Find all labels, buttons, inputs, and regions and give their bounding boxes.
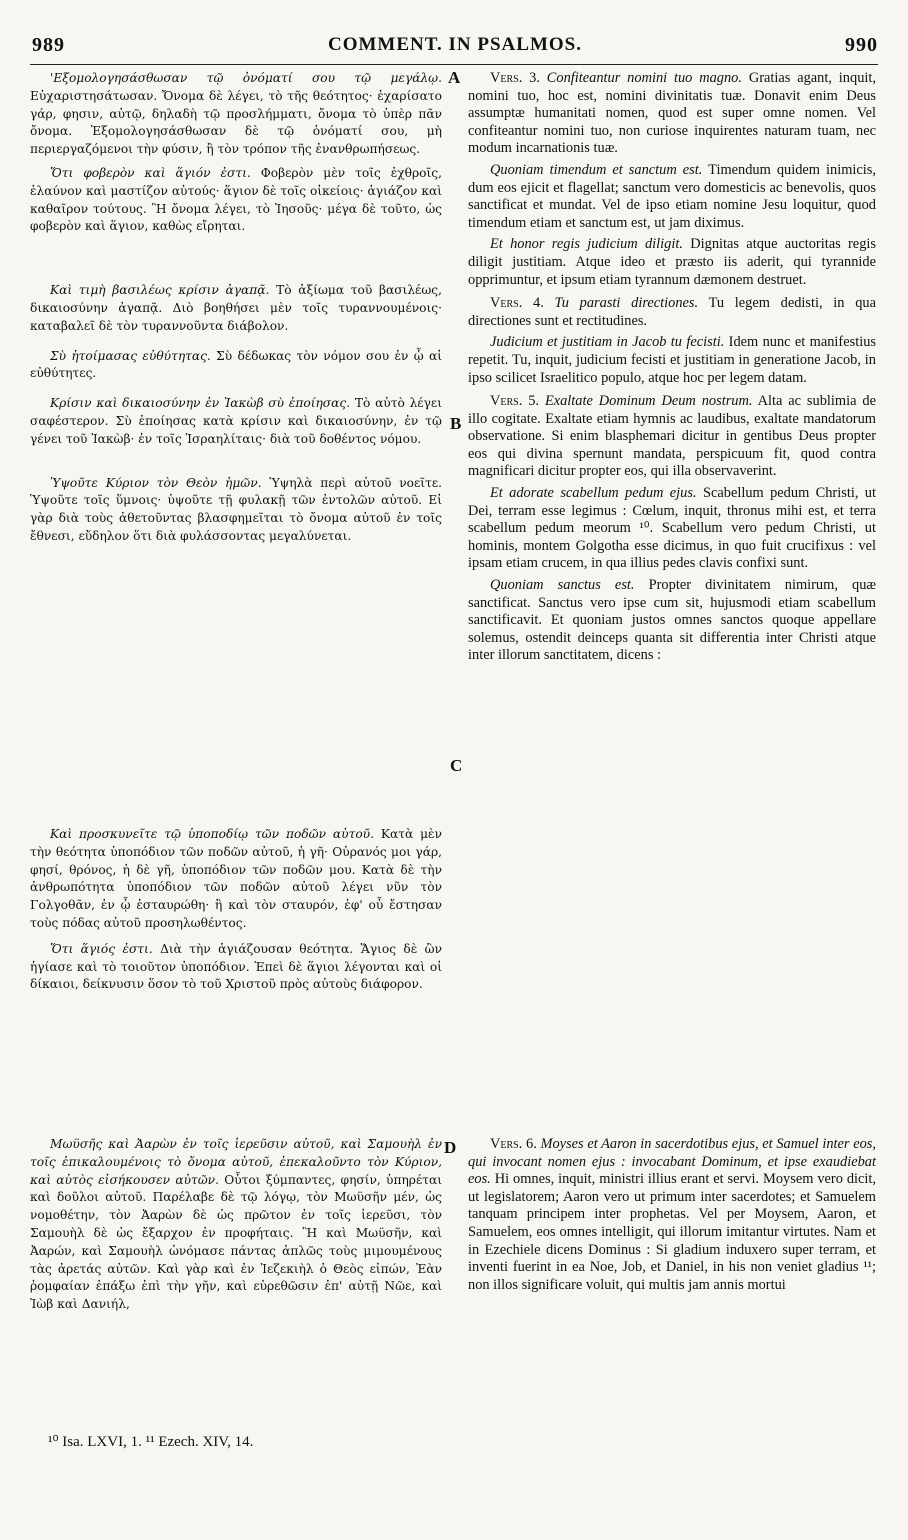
greek-lemma: Ὅτι φοβερὸν καὶ ἅγιόν ἐστι. [50, 165, 251, 180]
greek-lemma: 'Εξομολογησάσθωσαν τῷ ὀνόματί σου τῷ μεγάλῳ. [50, 71, 442, 85]
latin-lemma: Judicium et justitiam in Jacob tu fecisti. [490, 334, 725, 351]
latin-commentary: Propter divinitatem nimirum, quæ sanctificat. Sanctus vero ipse cum sit, hujusmodi etiam scabellum sanctificavit. Et quoniam justos omnes sanctos quoque appellare solemus, ostendit deinceps quanta sit differentia inter Christi atque inter illorum sanctitatem, dicens : [468, 577, 877, 664]
greek-paragraph [30, 395, 442, 448]
greek-commentary: Διὰ τὴν ἁγιάζουσαν θεότητα. Ἅγιος δὲ ὢν ἡγίασε καὶ τὸ τοιοῦτον ὑποπόδιον. Ἐπεὶ δὲ ἅγιοι λέγονται καὶ οἱ δίκαιοι, δείκνυσιν ὅσον τὸ τοῦ Χριστοῦ πρὸς αὐτοὺς διάφορον. [30, 941, 443, 992]
latin-lemma: Quoniam sanctus est. [490, 577, 635, 594]
margin-letter-a: A [448, 68, 461, 87]
latin-paragraph [468, 485, 876, 573]
greek-lemma: Κρίσιν καὶ δικαιοσύνην ἐν Ἰακὼβ σὺ ἐποίησας. [50, 396, 351, 411]
page-number-right: 990 [845, 34, 878, 56]
greek-commentary: Εὐχαριστησάτωσαν. Ὄνομα δὲ λέγει, τὸ τῆς θεότητος· ἐχαρίσατο γάρ, φησιν, αὐτῷ, δηλαδὴ τῷ προσλήμματι, ὄνομα τὸ ὑπὲρ πᾶν ὄνομα. Ἐξομολογησάσθωσαν δὲ τῷ ὀνόματί σου, μὴ περιεργαζόμενοι τὴν φύσιν, ἢ τὸν τρόπον τῆς ἐνανθρωπήσεως. [30, 88, 442, 157]
greek-column-bottom [30, 1136, 442, 1314]
verse-number: Vers. 5. [490, 393, 540, 410]
greek-commentary: Κατὰ μὲν τὴν θεότητα ὑποπόδιον τῶν ποδῶν αὐτοῦ, ἡ γῆ· Οὐρανός μοι γάρ, φησί, θρόνος, ἡ δὲ γῆ, ὑποπόδιον τῶν ποδῶν μου. Κατὰ δὲ τὴν ἀνθρωπότητα ὑποπόδιον τῶν ποδῶν αὐτοῦ λέγει νῦν τὸν Γολγοθᾶν, ἐν ᾧ ἐσταυρώθη· ἢ καὶ τὸν σταυρόν, ἐφ' οὗ ἔστησαν τοὺς πόδας αὐτοῦ προσηλωθέντος. [30, 827, 442, 930]
verse-number: Vers. 4. [490, 295, 544, 312]
margin-letter-d: D [444, 1138, 457, 1157]
greek-lemma: Ὅτι ἅγιός ἐστι. [50, 941, 153, 956]
greek-commentary: Ὑψηλὰ περὶ αὐτοῦ νοεῖτε. Ὑψοῦτε τοῖς ὕμνοις· ὑψοῦτε τῇ φυλακῇ τῶν ἐντολῶν αὐτοῦ. Εἰ γὰρ διὰ τοὺς ἀθετοῦντας βλασφημεῖται τὸ ὄνομα αὐτοῦ ἐν τοῖς ἔθνεσι, εὔδηλον ὅτι διὰ φυλάσσοντας μεγαλύνεται. [30, 475, 443, 543]
greek-paragraph [30, 826, 442, 933]
greek-paragraph [30, 282, 442, 335]
latin-commentary: Dignitas atque auctoritas regis diligit justitiam. Atque ideo et præsto iis aderit, qui tyrannide opprimuntur, et ipsum etiam tyrannum dæmonem destruet. [468, 236, 876, 288]
greek-lemma: Μωϋσῆς καὶ Ἀαρὼν ἐν τοῖς ἱερεῦσιν αὐτοῦ, καὶ Σαμουὴλ ἐν τοῖς ἐπικαλουμένοις τὸ ὄνομα αὐτοῦ, ἐπεκαλοῦντο τὸν Κύριον, καὶ αὐτὸς εἰσήκουσεν αὐτῶν. [30, 1137, 442, 1187]
greek-column [30, 70, 442, 546]
greek-paragraph [30, 475, 442, 546]
header-rule [30, 64, 878, 65]
latin-lemma: Tu parasti directiones. [554, 295, 699, 312]
latin-lemma: Exaltate Dominum Deum nostrum. [544, 393, 753, 410]
latin-commentary: Tu legem dedisti, in qua directiones sunt et rectitudines. [468, 295, 876, 329]
greek-commentary: Οὗτοι ξύμπαντες, φησίν, ὑπηρέται καὶ δοῦλοι αὐτοῦ. Παρέλαβε δὲ τῷ λόγῳ, τὸν Μωϋσῆν μέν, ὡς νομοθέτην, τὸν Ἀαρὼν δὲ ὡς πρῶτον ἐν τοῖς ἱερεῦσι, τὸν Σαμουὴλ δὲ ὡς ἔξαρχον ἐν προφήταις. Ἢ καὶ Μωϋσῆν, καὶ Ἀαρών, καὶ Σαμουὴλ ὠνόμασε πάντας ἁπλῶς τοὺς μιμουμένους τὰς ἀρετάς αὐτῶν. Καὶ γὰρ καὶ ἐν Ἰεζεκιὴλ ὁ Θεὸς εἰπών, Ἐὰν ῥομφαίαν ἐπάξω ἐπὶ τὴν γῆν, καὶ εὑρεθῶσιν ἐπ' αὐτῇ Νῶε, καὶ Ἰὼβ καὶ Δανιήλ, [30, 1172, 443, 1312]
latin-commentary: Alta ac sublimia de illo cogitate. Exaltate etiam hymnis ac laudibus, exaltate mandatorum observatione. Si enim blasphemari dicitur in gentibus Deus propter eos qui divina spernunt mandata, perspicuum fit, quod contra magnificari dicitur propter eos, qui illa observaverint. [468, 393, 876, 480]
verse-number: Vers. 3. [490, 70, 540, 86]
running-header [32, 30, 878, 64]
latin-lemma: Quoniam timendum et sanctum est. [490, 161, 703, 178]
margin-letter-c: C [450, 756, 463, 775]
latin-lemma: Confiteantur nomini tuo magno. [546, 70, 742, 86]
latin-paragraph [468, 1136, 876, 1294]
latin-paragraph [468, 295, 876, 330]
latin-paragraph [468, 577, 876, 665]
greek-paragraph [30, 70, 442, 159]
greek-lemma: Καὶ προσκυνεῖτε τῷ ὑποποδίῳ τῶν ποδῶν αὐτοῦ. [50, 827, 374, 841]
footnotes: ¹⁰ Isa. LXVI, 1. ¹¹ Ezech. XIV, 14. [48, 1434, 254, 1450]
greek-commentary: Σὺ δέδωκας τὸν νόμον σου ἐν ᾧ αἱ εὐθύτητες. [30, 348, 443, 381]
greek-column-lower [30, 826, 442, 994]
latin-paragraph [468, 236, 876, 289]
latin-paragraph [468, 162, 876, 232]
greek-commentary: Φοβερὸν μὲν τοῖς ἐχθροῖς, ἐλαύνον καὶ μαστίζον αὐτούς· ἅγιον δὲ τοῖς οἰκείοις· ἁγιάζον καὶ καθαῖρον τούτους. Ἢ ὄνομα λέγει, τὸ Ἰησοῦς· μέγα δὲ τοῦτο, ὡς φοβερὸν καὶ ἅγιον, καθὼς εἴρηται. [30, 165, 443, 234]
greek-paragraph [30, 1136, 442, 1314]
latin-lemma: Et honor regis judicium diligit. [490, 236, 683, 253]
greek-lemma: Σὺ ἡτοίμασας εὐθύτητας. [50, 348, 211, 363]
latin-paragraph [468, 393, 876, 481]
latin-paragraph [468, 70, 876, 158]
latin-commentary: Gratias agant, inquit, nomini tuo, hoc est, nomini divinitatis tuæ. Donavit enim Deus assumptæ humanitati nomen, quod est super omne nomen. Vel confiteantur nomini tuo, non curiose inquirentes naturam tuam, nec modum incarnationis tuæ. [468, 70, 876, 157]
latin-commentary: Scabellum pedum Christi, ut Dei, terram esse legimus : Cœlum, inquit, thronus mihi est, et terra scabellum pedum meorum ¹⁰. Scabellum vero pedum Christi, ut hominis, montem Golgotha esse dicimus, in quo fuit crucifixus : vel ipsam etiam crucem, in qua illius pedes clavis confixi sunt. [468, 485, 876, 572]
greek-lemma: Καὶ τιμὴ βασιλέως κρίσιν ἀγαπᾷ. [50, 283, 270, 298]
page-number-left: 989 [32, 34, 65, 56]
verse-number: Vers. 6. [490, 1136, 537, 1152]
running-title: COMMENT. IN PSALMOS. [328, 34, 582, 55]
greek-lemma: Ὑψοῦτε Κύριον τὸν Θεὸν ἡμῶν. [50, 475, 262, 490]
latin-commentary: Idem nunc et manifestius repetit. Tu, inquit, judicium fecisti et justitiam in generatione Jacob, in ipso scilicet Israelitico populo, atque hoc per legem datam. [468, 334, 876, 386]
greek-paragraph [30, 941, 442, 994]
latin-commentary: Hi omnes, inquit, ministri illius erant et servi. Moysem vero dicit, ut legislatorem; Aaron vero ut primum inter sacerdotes; et Samuelem tanquam principem inter prophetas. Vel per Moysem, Aaron, et Samuelem, eos omnes intelligit, qui illorum imitantur virtutes. Nam et in Ezechiele dicens Dominus : Si gladium induxero super terram, et inventi fuerint in ea Noe, Job, et Daniel, in his non veniet gladius ¹¹; non illos significare voluit, qui multis jam annis mortui [468, 1171, 876, 1293]
greek-paragraph [30, 165, 442, 236]
latin-paragraph [468, 334, 876, 387]
greek-commentary: Τὸ αὐτὸ λέγει σαφέστερον. Σὺ ἐποίησας κατὰ κρίσιν καὶ δικαιοσύνην, ἐν τῷ γένει τοῦ Ἰακὼβ· ἐν τοῖς Ἰσραηλίταις· διὰ τοῦ δοθέντος νόμου. [30, 396, 442, 446]
latin-column [468, 70, 876, 665]
latin-lemma: Et adorate scabellum pedum ejus. [490, 485, 697, 502]
greek-paragraph [30, 348, 442, 384]
latin-lemma: Moyses et Aaron in sacerdotibus ejus, et Samuel inter eos, qui invocant nomen ejus : invocabant Dominum, et ipse exaudiebat eos. [468, 1136, 876, 1188]
latin-commentary: Timendum quidem inimicis, dum eos ejicit et flagellat; sanctum vero domesticis ac benevolis, quos sanctificat et mundat. Vel de ipso etiam nomine Jesu loquitur, quod timendum etiam et sanctum est, ut jam diximus. [468, 161, 876, 231]
greek-commentary: Τὸ ἀξίωμα τοῦ βασιλέως, δικαιοσύνην ἀγαπᾷ. Διὸ βοηθήσει μὲν τοῖς τυραννουμένοις· καταβαλεῖ δὲ τὸν τυραννοῦντα διάβολον. [30, 283, 442, 333]
latin-column-bottom [468, 1136, 876, 1294]
margin-letter-b: B [450, 414, 462, 433]
